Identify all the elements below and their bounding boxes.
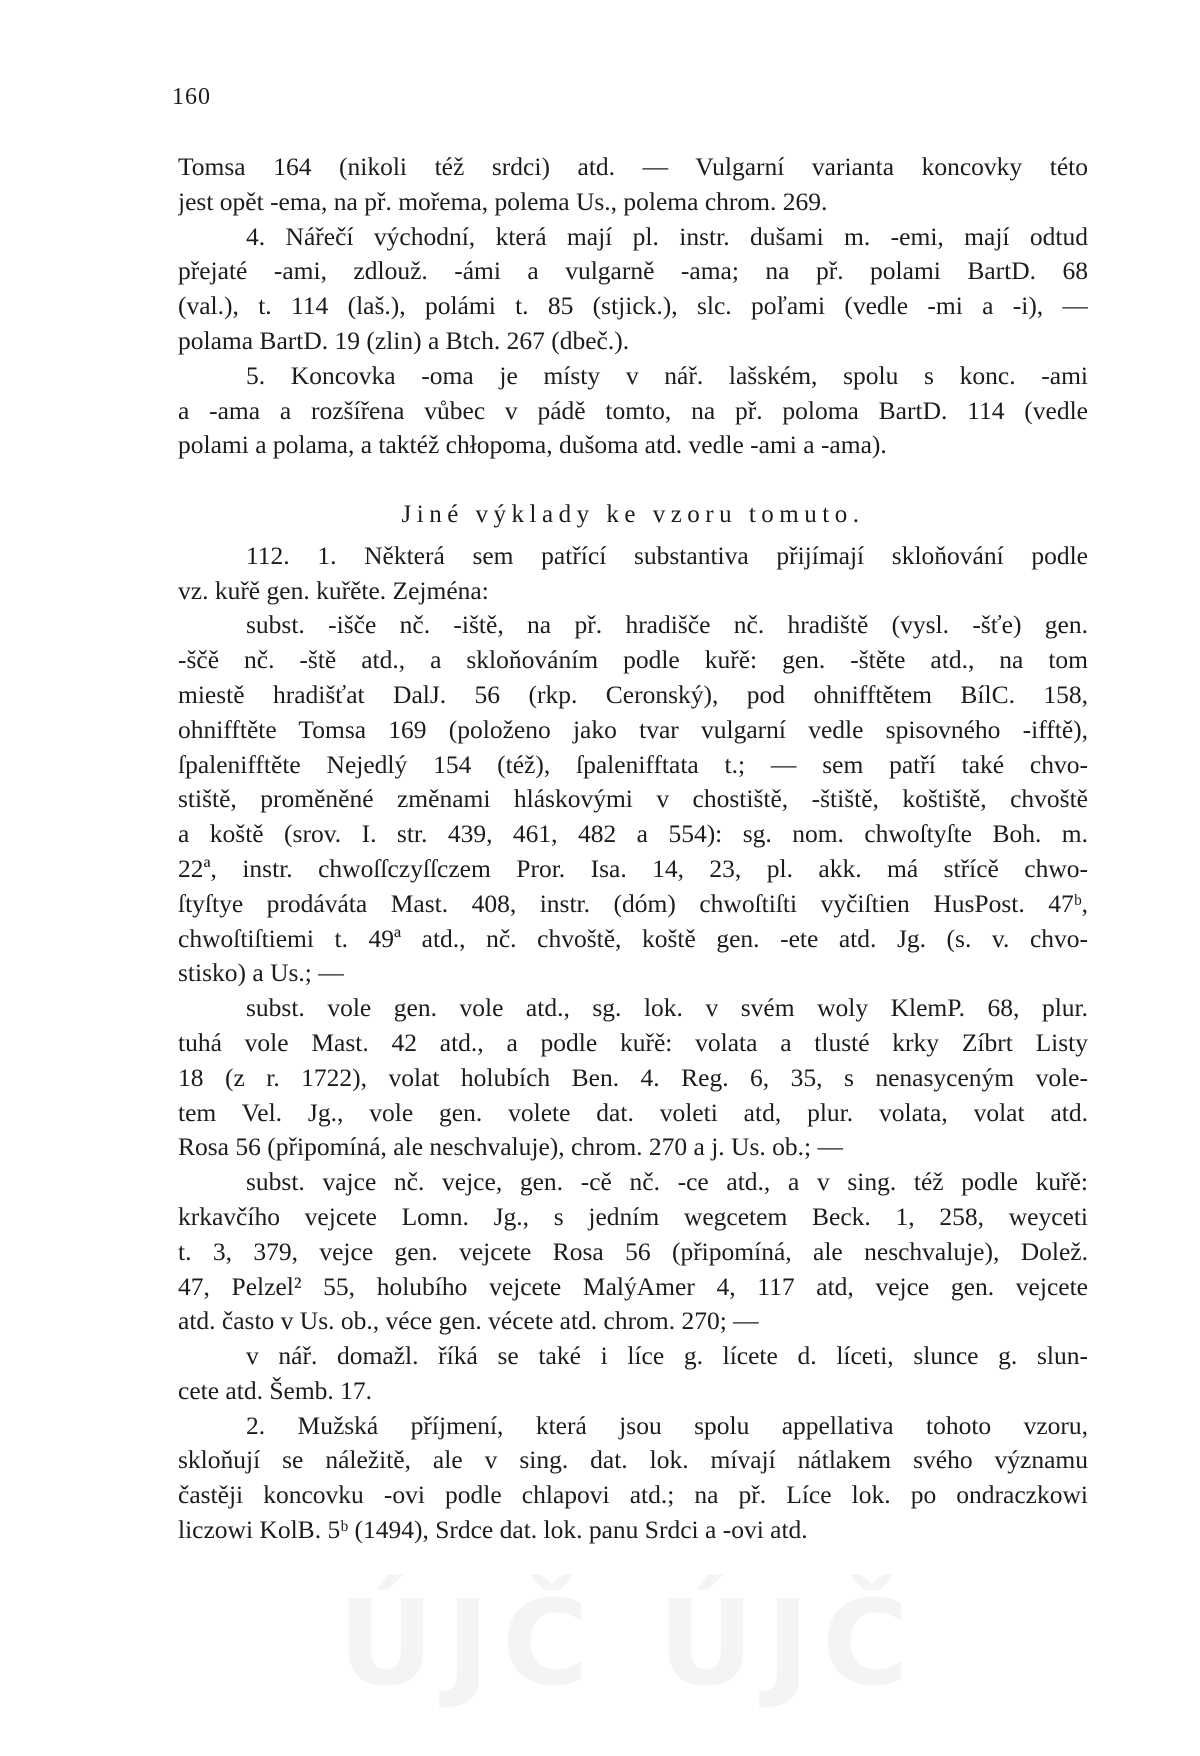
text-line: a -ama a rozšířena vůbec v pádě tomto, na př. poloma BartD. 114 (vedle — [178, 395, 1088, 425]
text-line: Rosa 56 (připomíná, ale neschvaluje), chrom. 270 a j. Us. ob.; — — [178, 1132, 843, 1162]
watermark-right: ÚJČ — [658, 1574, 921, 1712]
text-line: vz. kuřě gen. kuřěte. Zejména: — [178, 575, 489, 605]
text-line: polami a polama, a taktéž chłopoma, dušoma atd. vedle -ami a -ama). — [178, 430, 887, 460]
text-line: cete atd. Šemb. 17. — [178, 1375, 373, 1405]
text-line: tuhá vole Mast. 42 atd., a podle kuřě: volata a tlusté krky Zíbrt Listy — [178, 1027, 1088, 1057]
text-line: 47, Pelzel² 55, holubího vejcete MalýAmer 4, 117 atd, vejce gen. vejcete — [178, 1271, 1088, 1301]
paragraph-start-line: 4. Nářečí východní, která mají pl. instr. dušami m. -emi, mají odtud — [246, 221, 1088, 251]
text-line: tem Vel. Jg., vole gen. volete dat. voleti atd, plur. volata, volat atd. — [178, 1097, 1088, 1127]
paragraph-start-line: 2. Mužská příjmení, která jsou spolu appellativa tohoto vzoru, — [246, 1410, 1088, 1440]
paragraph-start-line: 5. Koncovka -oma je místy v nář. lašském, spolu s konc. -ami — [246, 360, 1088, 390]
text-line: atd. často v Us. ob., véce gen. vécete atd. chrom. 270; — — [178, 1306, 759, 1336]
text-line: (val.), t. 114 (laš.), polámi t. 85 (stjick.), slc. poľami (vedle -mi a -i), — — [178, 291, 1088, 321]
text-line: přejaté -ami, zdlouž. -ámi a vulgarně -ama; na př. polami BartD. 68 — [178, 256, 1088, 286]
text-line: stisko) a Us.; — — [178, 958, 344, 988]
text-line: polama BartD. 19 (zlin) a Btch. 267 (dbeč.). — [178, 325, 630, 355]
text-line: krkavčího vejcete Lomn. Jg., s jedním wegcetem Beck. 1, 258, weyceti — [178, 1201, 1088, 1231]
body-text — [178, 150, 1088, 1548]
watermark-left: ÚJČ — [338, 1574, 601, 1712]
text-line: liczowi KolB. 5ᵇ (1494), Srdce dat. lok. panu Srdci a -ovi atd. — [178, 1515, 808, 1545]
text-line: ſpalenifftěte Nejedlý 154 (též), ſpalenifftata t.; — sem patří také chvo- — [178, 749, 1088, 779]
text-line: chwoſtiſtiemi t. 49ª atd., nč. chvoště, koště gen. -ete atd. Jg. (s. v. chvo- — [178, 923, 1088, 953]
text-line: jest opět -ema, na př. mořema, polema Us., polema chrom. 269. — [178, 186, 828, 216]
text-line: ſtyſtye prodáváta Mast. 408, instr. (dóm) chwoſtiſti vyčiſtien HusPost. 47ᵇ, — [178, 888, 1088, 918]
text-line: Tomsa 164 (nikoli též srdci) atd. — Vulgarní varianta koncovky této — [178, 152, 1088, 181]
text-line: 18 (z r. 1722), volat holubích Ben. 4. Reg. 6, 35, s nenasyceným vole- — [178, 1062, 1088, 1092]
paragraph-start-line: 112. 1. Některá sem patřící substantiva přijímají skloňování podle — [246, 540, 1088, 570]
text-line: a koště (srov. I. str. 439, 461, 482 a 554): sg. nom. chwoſtyſte Boh. m. — [178, 819, 1088, 849]
paragraph-start-line: v nář. domažl. říká se také i líce g. lícete d. líceti, slunce g. slun- — [246, 1341, 1088, 1371]
text-line: častěji koncovku -ovi podle chlapovi atd.; na př. Líce lok. po ondraczkowi — [178, 1480, 1088, 1510]
page-number: 160 — [172, 84, 211, 110]
paragraph-start-line: subst. -išče nč. -iště, na př. hradišče nč. hradiště (vysl. -šťe) gen. — [246, 610, 1088, 640]
paragraph-start-line: subst. vole gen. vole atd., sg. lok. v svém woly KlemP. 68, plur. — [246, 993, 1088, 1023]
section-heading: Jiné výklady ke vzoru tomuto. — [401, 500, 865, 528]
text-line: stiště, proměněné změnami hláskovými v chostiště, -štiště, koštiště, chvoště — [178, 784, 1088, 814]
blank-line — [178, 463, 1088, 498]
text-line: miestě hradišťat DalJ. 56 (rkp. Ceronský), pod ohnifftětem BílC. 158, — [178, 679, 1088, 709]
text-line: ohnifftěte Tomsa 169 (položeno jako tvar vulgarní vedle spisovného -ifftě), — [178, 714, 1088, 744]
text-line: 22ª, instr. chwoſſczyſſczem Pror. Isa. 14, 23, pl. akk. má střícě chwo- — [178, 853, 1088, 883]
text-line: skloňují se náležitě, ale v sing. dat. lok. mívají nátlakem svého významu — [178, 1445, 1088, 1475]
text-line: t. 3, 379, vejce gen. vejcete Rosa 56 (připomíná, ale neschvaluje), Dolež. — [178, 1236, 1088, 1266]
paragraph-start-line: subst. vajce nč. vejce, gen. -cě nč. -ce atd., a v sing. též podle kuřě: — [246, 1167, 1088, 1197]
text-line: -ščě nč. -ště atd., a skloňováním podle kuřě: gen. -štěte atd., na tom — [178, 645, 1088, 675]
